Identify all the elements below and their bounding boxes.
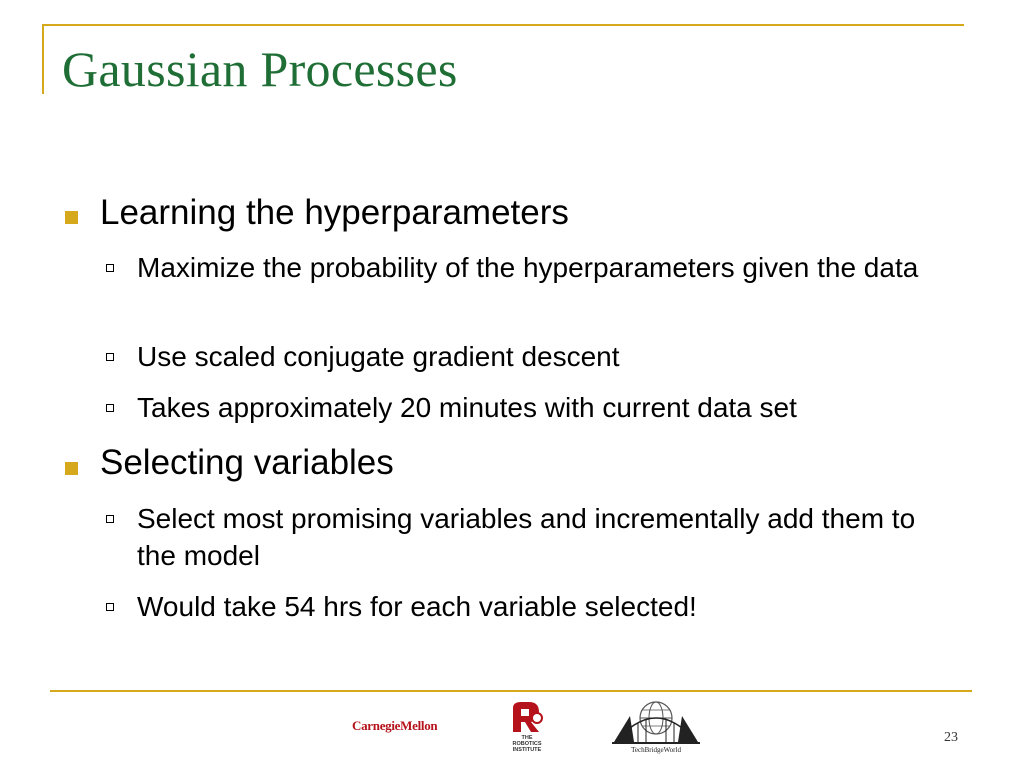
sub-bullet-icon	[106, 603, 114, 611]
bullet-level2: Maximize the probability of the hyperparameters given the data	[137, 252, 919, 283]
frame-top-line	[42, 24, 964, 26]
sub-bullet-icon	[106, 264, 114, 272]
ri-logo-line2: ROBOTICS	[512, 741, 542, 747]
robotics-institute-logo	[507, 700, 547, 756]
frame-left-line	[42, 24, 44, 94]
slide-title: Gaussian Processes	[62, 41, 458, 97]
ri-logo-line3: INSTITUTE	[512, 747, 542, 753]
bullet-level1: Learning the hyperparameters	[100, 193, 569, 232]
carnegie-mellon-logo: CarnegieMellon	[352, 718, 438, 733]
tbw-logo-text: TechBridgeWorld	[631, 746, 681, 754]
sub-bullet-icon	[106, 353, 114, 361]
bullet-level1: Selecting variables	[100, 443, 394, 482]
bullet-level2: Use scaled conjugate gradient descent	[137, 341, 620, 372]
footer-divider	[50, 690, 972, 692]
bullet-level2: Takes approximately 20 minutes with current data set	[137, 392, 797, 423]
sub-bullet-icon	[106, 404, 114, 412]
bullet-square-icon	[65, 211, 78, 224]
ri-logo-line1: THE	[521, 735, 533, 741]
sub-bullet-icon	[106, 515, 114, 523]
bullet-level2: Would take 54 hrs for each variable selected!	[137, 591, 697, 622]
bullet-level2: Select most promising variables and incrementally add them to the model	[137, 503, 916, 571]
bullet-square-icon	[65, 462, 78, 475]
techbridgeworld-logo	[610, 698, 702, 756]
page-number: 23	[944, 730, 958, 745]
